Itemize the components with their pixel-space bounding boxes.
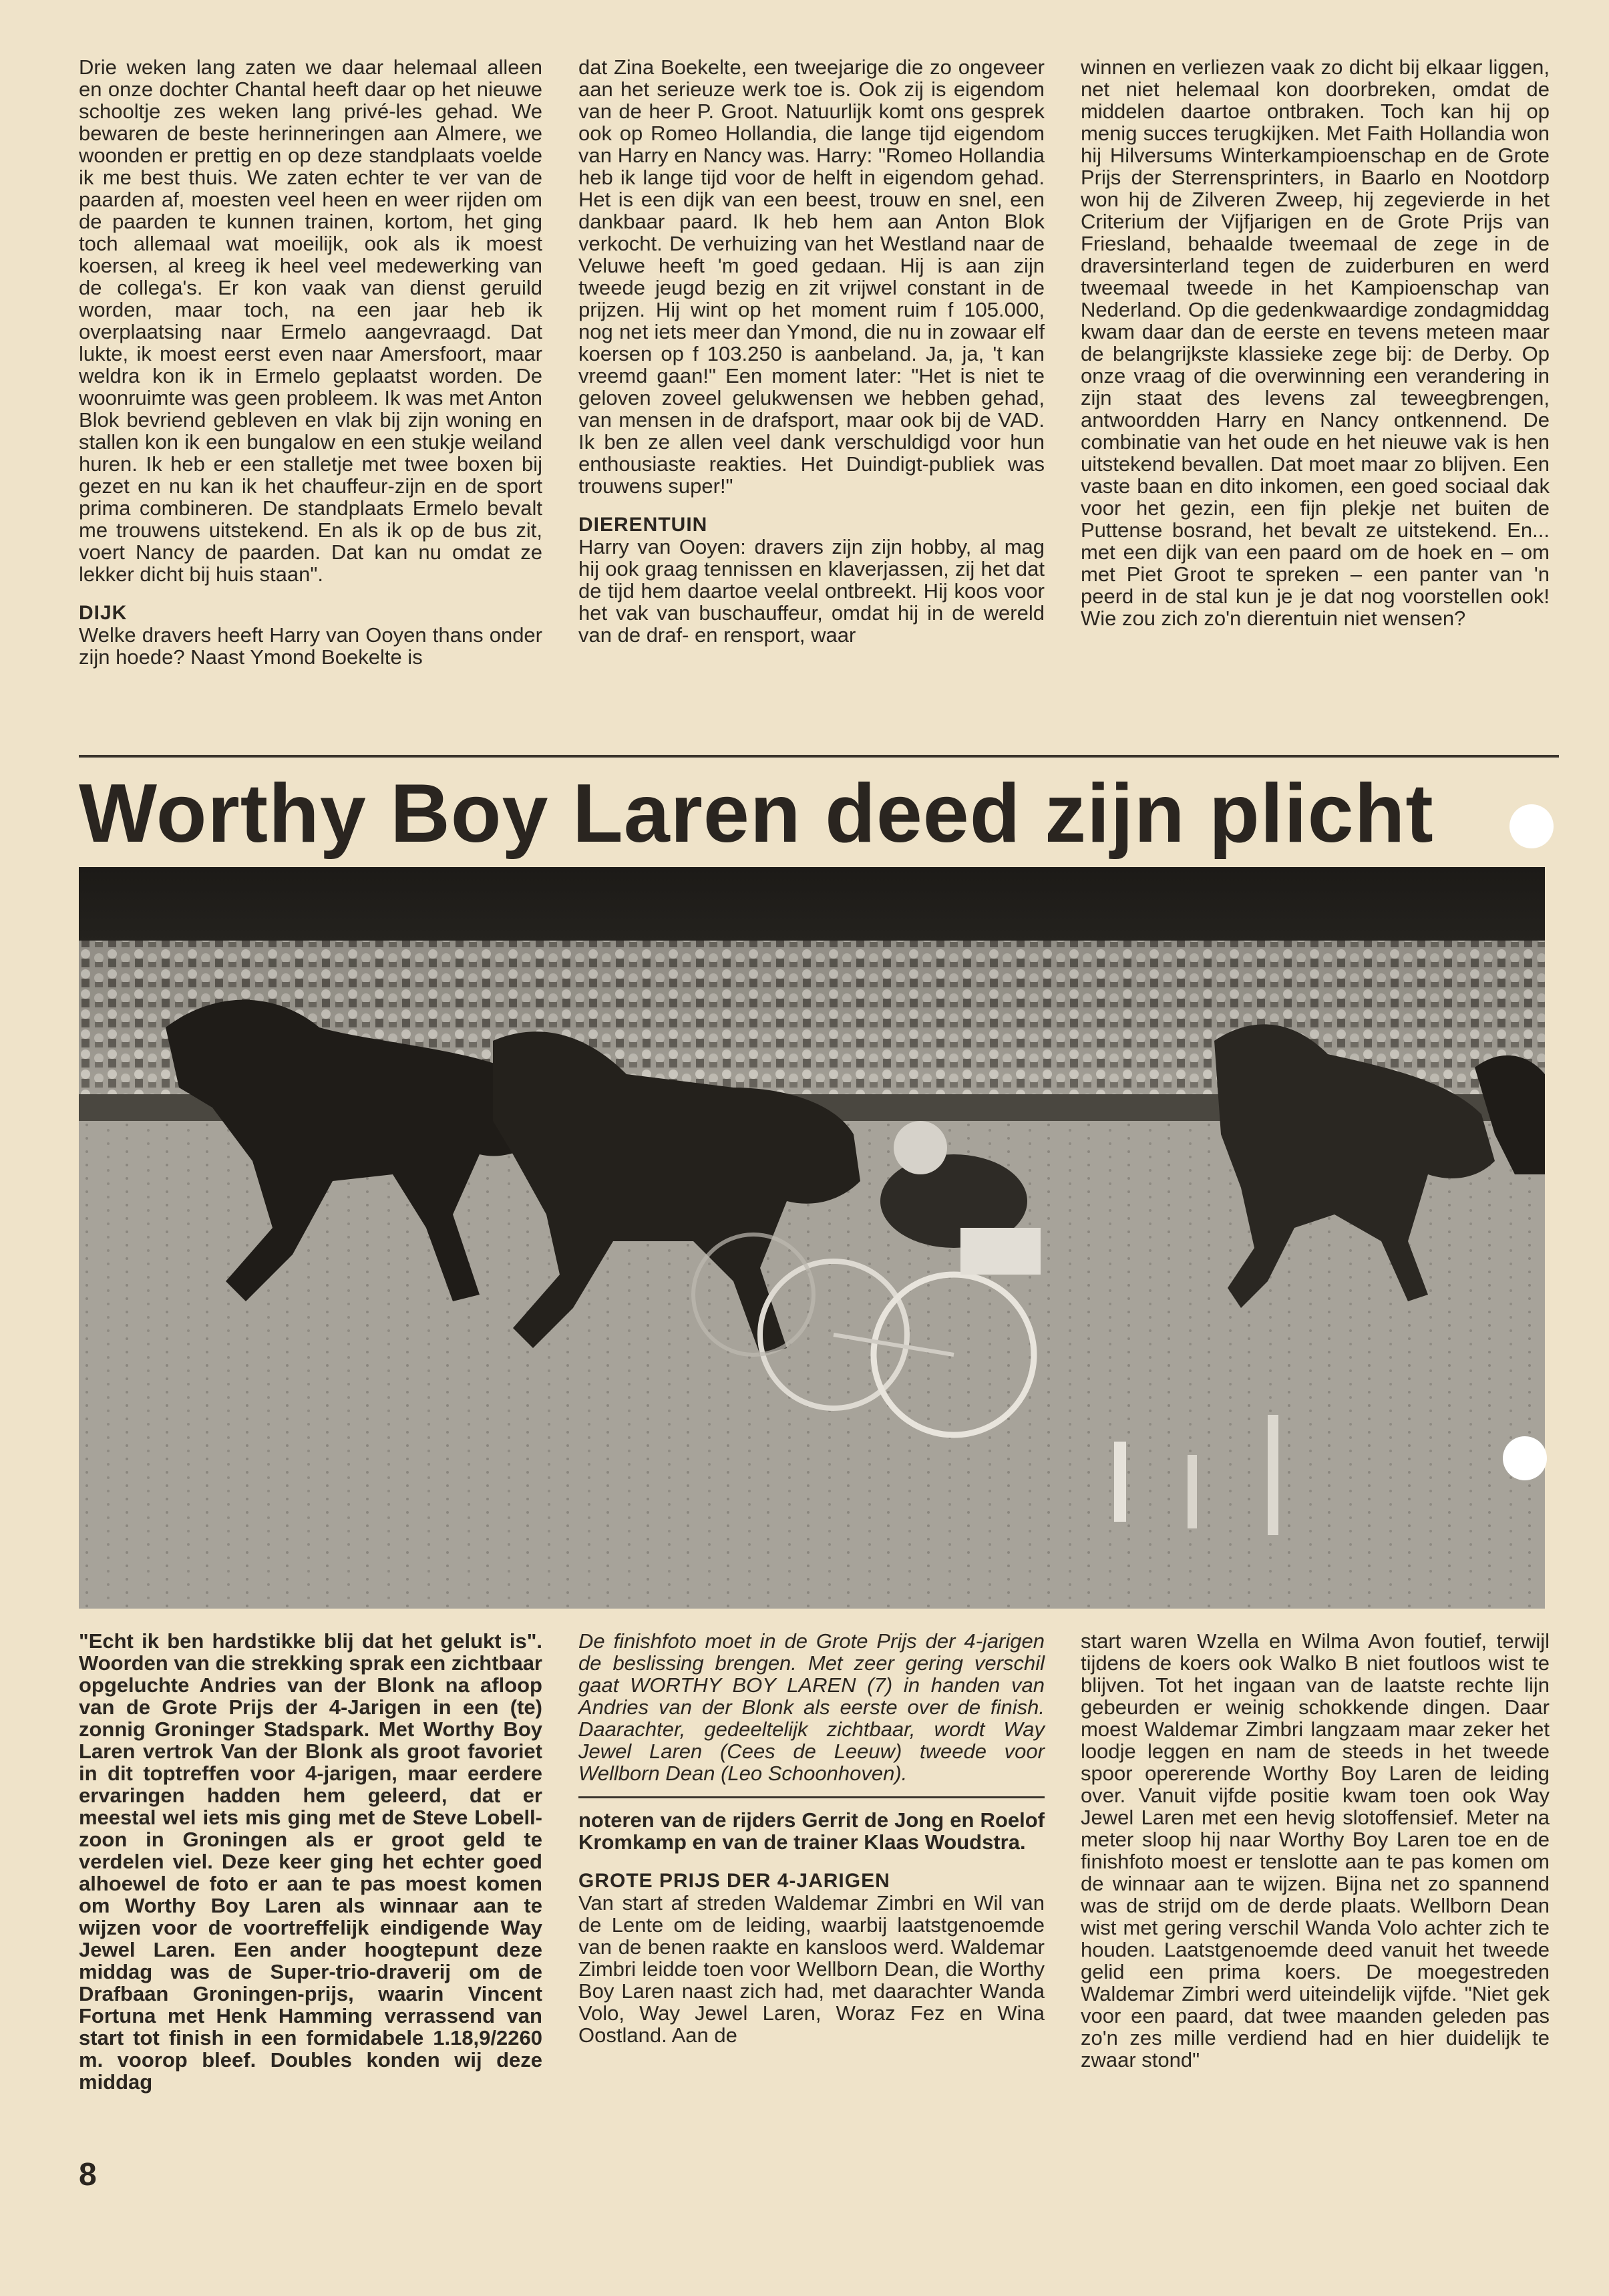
top-column-3-text: winnen en verliezen vaak zo dicht bij elkaar liggen, net niet helemaal kon doorbreken, omdat de middelen daartoe ontbraken. Toch kan hij op menig succes terugkijken. Met Faith Hollandia won hij Hilversums Winterkampioenschap en de Grote Prijs der Sterrensprinters, in Baarlo en Nootdorp won hij de Zilveren Zweep, hij zegevierde in het Criterium der Vijfjarigen en de Grote Prijs van Friesland, behaalde tweemaal de zege in de draversinterland tegen de zuiderburen en werd tweemaal tweede in het Kampioenschap van Nederland. Op die gedenkwaardige zondagmiddag kwam daar dan de eerste en tevens meteen maar de belangrijkste klassieke zege bij: de Derby. Op onze vraag of die overwinning een verandering in zijn staat des levens zal teweegbrengen, antwoordden Harry en Nancy ontkennend. De combinatie van het oude en het nieuwe vak is hen uitstekend bevallen. Dat moet maar zo blijven. Een vaste baan en dito inkomen, een goed sociaal dak voor het gezin, een fijn plekje net buiten de Puttense bosrand, het bevalt ze uitstekend. En... met een dijk van een paard om de hoek en – om met Piet Groot te spreken – een panter van 'n peerd in de stal kun je je dat nog voorstellen ook! Wie zou zich zo'n dierentuin niet wensen? [1081,55,1550,630]
bottom-column-2-text: Van start af streden Waldemar Zimbri en Wil van de Lente om de leiding, waarbij laatstgenoemde van de benen raakte en kansloos werd. Waldemar Zimbri leidde toen voor Wellborn Dean, die Worthy Boy Laren naast zich had, met daarachter Wanda Volo, Way Jewel Laren, Woraz Fez en Wina Oostland. Aan de [578,1891,1045,2047]
bottom-column-1-text: "Echt ik ben hardstikke blij dat het gelukt is". Woorden van die strekking sprak een zichtbaar opgeluchte Andries van der Blonk na afloop van de Grote Prijs der 4-Jarigen in een (te) zonnig Groninger Stadspark. Met Worthy Boy Laren vertrok Van der Blonk als groot favoriet in dit toptreffen voor 4-jarigen, maar eerdere ervaringen hadden hem geleerd, dat er meestal wel iets mis ging met de Steve Lobell-zoon in Groningen als er groot geld te verdelen viel. Deze keer ging het echter goed alhoewel de foto er aan te pas moest komen om Worthy Boy Laren als winnaar aan te wijzen voor de voortreffelijk eindigende Way Jewel Laren. Een ander hoogtepunt deze middag was de Super-trio-draverij om de Drafbaan Groningen-prijs, waarin Vincent Fortuna met Henk Hamming verrassend van start tot finish in een formidabele 1.18,9/2260 m. voorop bleef. Doubles konden wij deze middag [79,1629,542,2094]
race-photo [79,867,1545,1609]
section-heading-dijk: DIJK [79,602,128,624]
headline-rule [79,755,1559,758]
page-number: 8 [79,2157,97,2192]
section-heading-dierentuin: DIERENTUIN [578,514,708,536]
top-column-2 [578,56,1045,646]
punch-hole-bottom [1503,1436,1547,1480]
top-column-1 [79,56,542,668]
top-column-2-text: dat Zina Boekelte, een tweejarige die zo ongeveer aan het serieuze werk toe is. Ook zij is eigendom van de heer P. Groot. Natuurlijk komt ons gesprek ook op Romeo Hollandia, die lange tijd eigendom van Harry en Nancy was. Harry: "Romeo Hollandia heb ik lange tijd voor de helft in eigendom gehad. Het is een dijk van een beest, trouw en snel, een dankbaar paard. Ik heb hem aan Anton Blok verkocht. De verhuizing van het Westland naar de Veluwe heeft 'm goed gedaan. Hij is aan zijn tweede jeugd bezig en zit vrijwel constant in de prijzen. Hij wint op het moment ruim f 105.000, nog net iets meer dan Ymond, die nu in zowaar elf koersen op f 103.250 is aanbeland. Ja, ja, 't kan vreemd gaan!" Een moment later: "Het is niet te geloven zoveel gelukwensen we hebben gehad, van mensen in de drafsport, maar ook bij de VAD. Ik ben ze allen veel dank verschuldigd voor hun enthousiaste reakties. Het Duindigt-publiek was trouwens super!" [578,55,1045,498]
punch-hole-top [1509,804,1554,848]
caption-rule [578,1796,1045,1798]
race-photo-illustration [79,867,1545,1609]
bottom-column-1 [79,1630,542,2093]
bottom-column-2-lead: noteren van de rijders Gerrit de Jong en Roelof Kromkamp en van de trainer Klaas Woudstra. [578,1808,1045,1854]
bottom-column-2 [578,1630,1045,2046]
section-heading-grote-prijs: GROTE PRIJS DER 4-JARIGEN [578,1870,890,1892]
top-column-1-after: Welke dravers heeft Harry van Ooyen thans onder zijn hoede? Naast Ymond Boekelte is [79,623,542,669]
bottom-column-3-text: start waren Wzella en Wilma Avon foutief, terwijl tijdens de koers ook Walko B niet foutloos wist te blijven. Tot het ingaan van de laatste rechte lijn gebeurden er weinig schokkende dingen. Daar moest Waldemar Zimbri langzaam maar zeker het loodje leggen en nam de steeds in het tweede spoor opererende Worthy Boy Laren de leiding over. Vanuit vijfde positie kwam toen ook Way Jewel Laren met een hevig slotoffensief. Meter na meter sloop hij naar Worthy Boy Laren toe en de finishfoto moest er tenslotte aan te pas komen om de winnaar aan te wijzen. Bijna net zo spannend was de strijd om de derde plaats. Wellborn Dean wist met gering verschil Wanda Volo achter zich te houden. Laatstgenoemde deed vanuit het tweede gelid een prima koers. De moegestreden Waldemar Zimbri werd uiteindelijk vijfde. "Niet gek voor een paard, dat twee maanden geleden pas zo'n zes mille verdiend had en hier duidelijk te zwaar stond" [1081,1629,1550,2072]
top-column-3 [1081,56,1550,629]
top-column-1-text: Drie weken lang zaten we daar helemaal alleen en onze dochter Chantal heeft daar op het nieuwe schooltje zes weken lang privé-les gehad. We bewaren de beste herinneringen aan Almere, we woonden er prettig en op deze standplaats voelde ik me best thuis. We zaten echter te ver van de paarden af, moesten veel heen en weer rijden om de paarden te kunnen trainen, kortom, het ging toch allemaal wat moeilijk, ook als ik moest koersen, al kreeg ik heel veel medewerking van de collega's. Er kon vaak van dienst geruild worden, maar toch, na een jaar heb ik overplaatsing naar Ermelo aangevraagd. Dat lukte, ik moest eerst even naar Amersfoort, maar weldra kon ik in Ermelo geplaatst worden. De woonruimte was geen probleem. Ik was met Anton Blok bevriend gebleven en vlak bij zijn woning en stallen kon ik een bungalow en een stukje weiland huren. Ik heb er een stalletje met twee boxen bij gezet en nu kan ik het chauffeur-zijn en de sport prima combineren. De standplaats Ermelo bevalt me trouwens uitstekend. En als ik op de bus zit, voert Nancy de paarden. Dat kan nu omdat ze lekker dicht bij huis staan". [79,55,542,586]
headline: Worthy Boy Laren deed zijn plicht [79,768,1434,860]
photo-caption: De finishfoto moet in de Grote Prijs der 4-jarigen de beslissing brengen. Met zeer gering verschil gaat WORTHY BOY LAREN (7) in handen van Andries van der Blonk als eerste over de finish. Daarachter, gedeeltelijk zichtbaar, wordt Way Jewel Laren (Cees de Leeuw) tweede voor Wellborn Dean (Leo Schoonhoven). [578,1629,1045,1785]
top-column-2-after: Harry van Ooyen: dravers zijn zijn hobby, al mag hij ook graag tennissen en klaverjassen, zij het dat de tijd hem daartoe veelal ontbreekt. Hij koos voor het vak van buschauffeur, omdat hij in de wereld van de draf- en rensport, waar [578,535,1045,647]
bottom-column-3 [1081,1630,1550,2071]
